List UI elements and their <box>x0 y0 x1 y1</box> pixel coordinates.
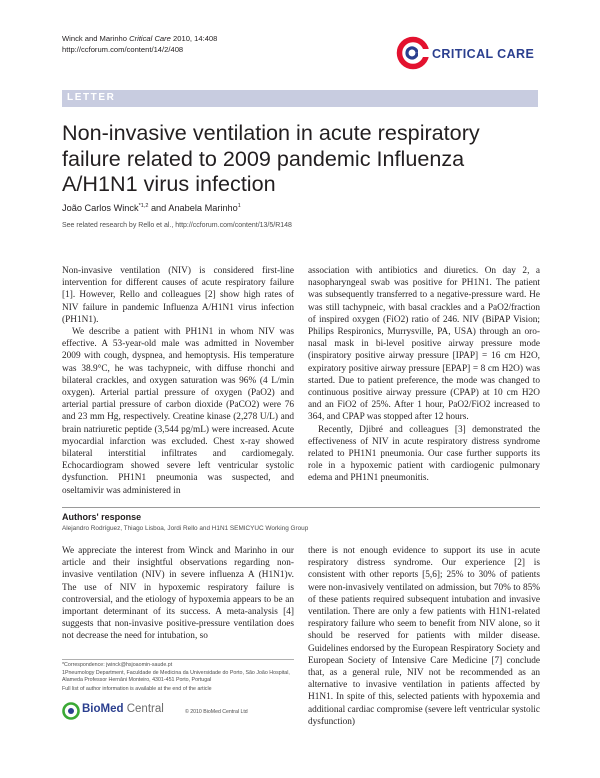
article-title: Non-invasive ventilation in acute respiratory failure related to 2009 pandemic Influenza A/H1N1 virus infection <box>62 120 480 196</box>
publisher-name: BioMed Central <box>82 703 164 715</box>
paragraph: We describe a patient with PH1N1 in whom NIV was effective. A 53-year-old male was admitted in November 2009 with cough, dyspnea, and hemoptysis. His temperature was 38.9°C, he was tachypneic, with diffuse rhonchi and bilateral crackles, and oxygen saturation was 96% (4 L/min oxygen). Arterial partial pressure of oxygen (PaO2) and arterial partial pressure of carbon dioxide (PaCO2) were 76 and 23 mm Hg, respectively. Creatine kinase (2,278 U/L) and brain natriuretic peptide (3,544 pg/mL) were increased. Acute myocardial infarction was excluded. Chest x-ray showed bilateral interstitial infiltrates and cardiomegaly. Echocardiogram showed severe left ventricular systolic dysfunction. PH1N1 pneumonia was suspected, and oseltamivir was administered in <box>62 327 294 496</box>
footnote-divider <box>62 659 294 660</box>
article-type-bar <box>62 90 538 107</box>
response-left-column <box>62 545 294 643</box>
correspondence-footnote: *Correspondence: jwinck@hsjoaomin-saude.pt <box>62 662 173 668</box>
paragraph: there is not enough evidence to support its use in acute respiratory distress syndrome. Our experience [2] is consistent with other reports [5,6]; 25% to 30% of patients were non-invasively ventilated on admission, but 70% to 85% of these patients required subsequent intubation and invasive ventilation. There are only a few patients with H1N1-related respiratory failure who seem to benefit from NIV alone, so it should be reserved for patients with milder disease. Guidelines endorsed by the European Respiratory Society and European Society of Intensive Care Medicine [7] conclude that, as a general rule, NIV not be recommended as an alternative to invasive ventilation in patients affected by H1N1. In spite of this, selected patients with hypoxemia and additional cardiac compromise (severe left ventricular systolic dysfunction) <box>308 546 540 727</box>
response-heading: Authors' response <box>62 512 142 522</box>
paragraph: Recently, Djibré and colleagues [3] demonstrated the effectiveness of NIV in acute respiratory distress syndrome related to PH1N1 pneumonia. Our case further supports its role in a hypoxemic patient with cardiogenic pulmonary edema and PH1N1 pneumonitis. <box>308 424 540 484</box>
paragraph: We appreciate the interest from Winck and Marinho in our article and their insightful observations regarding non-invasive ventilation (NIV) in severe influenza A (H1N1)v. The use of NIV in hypoxemic respiratory failure is controversial, and the etiology of hypoxemia appears to be an important determinant of its success. A meta-analysis [4] suggests that non-invasive positive-pressure ventilation does not decrease the need for intubation, so <box>62 546 294 642</box>
journal-logo-text: CRITICAL CARE <box>432 47 535 61</box>
paragraph: Non-invasive ventilation (NIV) is considered first-line intervention for different causes of acute respiratory failure [1]. However, Rello and colleagues [2] show high rates of NIV failure in pandemic Influenza A/H1N1 virus infection (PH1N1). <box>62 266 294 325</box>
letter-right-column <box>308 265 540 485</box>
author-info-footnote: Full list of author information is available at the end of the article <box>62 686 212 692</box>
section-divider <box>62 507 540 508</box>
author-list: João Carlos Winck$^{*1,2}$ and Anabela Marinho$^1$ <box>62 203 241 214</box>
letter-left-column <box>62 265 294 497</box>
response-authors: Alejandro Rodríguez, Thiago Lisboa, Jordi Rello and H1N1 SEMICYUC Working Group <box>62 525 309 532</box>
article-type-label: LETTER <box>67 92 116 103</box>
affiliation-footnote: 1Pneumology Department, Faculdade de Medicina da Universidade do Porto, São João Hospital, Alameda Professor Hernâni Monteiro, 4301-451 Porto, Portugal <box>62 670 290 683</box>
journal-citation: Winck and Marinho Critical Care 2010, 14:408 <box>62 34 218 43</box>
copyright-notice: © 2010 BioMed Central Ltd <box>185 709 248 715</box>
article-url[interactable]: http://ccforum.com/content/14/2/408 <box>62 45 184 54</box>
paragraph: association with antibiotics and diuretics. On day 2, a nasopharyngeal swab was positive for PH1N1. The patient was subsequently transferred to a negative-pressure ward. He was still tachypneic, with basal crackles and a PaO2/fraction of inspired oxygen (FiO2) ratio of 246. NIV (BiPAP Vision; Philips Respironics, Murrysville, PA, USA) through an oro-nasal mask in bi-level positive airway pressure mode (inspiratory positive airway pressure [IPAP] = 16 cm H2O, expiratory positive airway pressure [EPAP] = 8 cm H2O) was started. Due to patient preference, the mode was changed to continuous positive airway pressure (CPAP) at 10 cm H2O and an FiO2 of 25%. After 1 hour, PaO2/FiO2 increased to 364, and CPAP was stopped after 12 hours. <box>308 266 540 423</box>
related-research-link[interactable]: See related research by Rello et al., http://ccforum.com/content/13/5/R148 <box>62 222 292 229</box>
response-right-column <box>308 545 540 728</box>
